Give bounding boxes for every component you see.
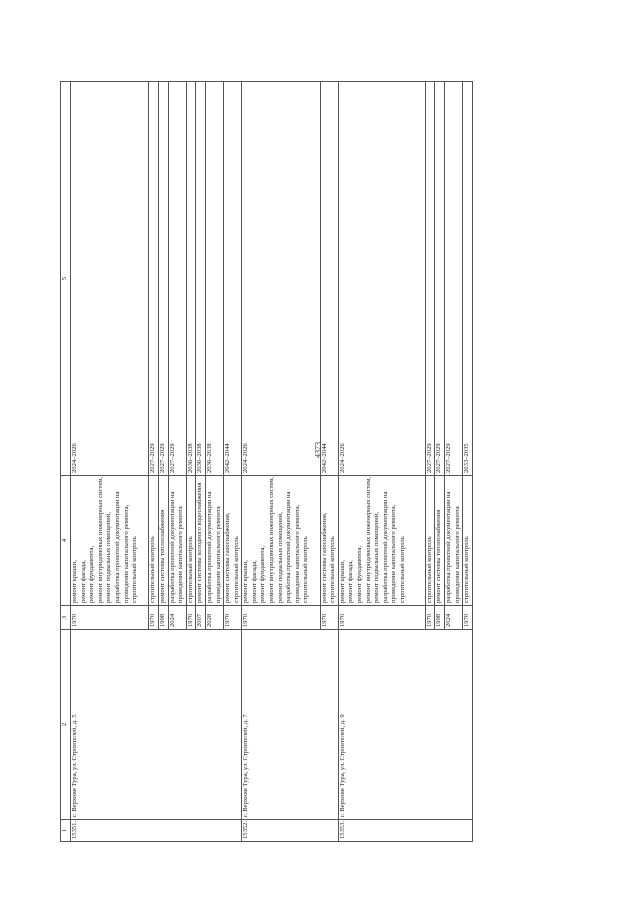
work-type-cell [425, 476, 435, 606]
work-line: проведение капитального ремонта, [293, 504, 301, 603]
work-line: ремонт внутридомовых инженерных систем, [268, 476, 276, 603]
building-address: г. Верхняя Тура, ул. Строителей, д. 9 [338, 630, 472, 820]
year-cell: 1970 [71, 606, 149, 630]
year-cell: 1970 [320, 606, 338, 630]
building-number: 15353. [338, 820, 472, 842]
work-line: строительный контроль [302, 536, 310, 603]
work-line: строительный контроль [186, 536, 194, 603]
period-cell: 2036–2038 [186, 82, 196, 476]
period-cell: 2036–2038 [205, 82, 223, 476]
building-number: 15351. [71, 820, 242, 842]
table-row [242, 82, 320, 842]
year-cell: 1970 [338, 606, 425, 630]
work-line: ремонт системы газоснабжения, [320, 512, 328, 603]
year-cell: 1970 [224, 606, 242, 630]
work-line: строительный контроль [329, 536, 337, 603]
work-line: ремонт фасада, [347, 560, 355, 603]
building-number: 15352. [242, 820, 339, 842]
work-type-cell [338, 476, 425, 606]
table-row [71, 82, 149, 842]
year-cell: 2007 [196, 606, 206, 630]
work-type-cell [242, 476, 320, 606]
work-line: ремонт внутридомовых инженерных систем, [96, 476, 104, 603]
period-cell: 2042–2044 [224, 82, 242, 476]
work-line: ремонт системы теплоснабжения [158, 509, 166, 603]
period-cell: 2024–2026 [242, 82, 320, 476]
work-line: ремонт крыши, [71, 560, 78, 603]
column-number-3: 3 [61, 606, 71, 630]
year-cell: 1970 [242, 606, 320, 630]
period-cell: 2027–2029 [444, 82, 462, 476]
work-line: разработка проектной документации на [205, 491, 213, 603]
capital-repair-table [60, 81, 473, 842]
period-cell: 2027–2029 [425, 82, 435, 476]
period-cell: 2027–2029 [149, 82, 159, 476]
work-line: разработка проектной документации на [168, 491, 176, 603]
work-line: ремонт системы газоснабжения, [224, 512, 232, 603]
work-type-cell [149, 476, 159, 606]
year-cell: 1970 [463, 606, 473, 630]
work-line: ремонт фундамента, [259, 545, 267, 603]
period-cell: 2024–2026 [71, 82, 149, 476]
work-type-cell [71, 476, 149, 606]
column-number-row [61, 82, 71, 842]
work-line: проведение капитального ремонта [214, 506, 222, 603]
column-number-1: 1 [61, 820, 71, 842]
work-type-cell [435, 476, 445, 606]
period-cell: 2027–2029 [435, 82, 445, 476]
work-line: разработка проектной документации на [381, 491, 389, 603]
work-line: проведение капитального ремонта [177, 506, 185, 603]
year-cell: 2024 [168, 606, 186, 630]
work-type-cell [168, 476, 186, 606]
work-type-cell [320, 476, 338, 606]
year-cell: 2028 [205, 606, 223, 630]
column-number-5: 5 [61, 82, 71, 476]
work-line: ремонт подвальных помещений, [276, 512, 284, 603]
work-type-cell [463, 476, 473, 606]
work-line: ремонт системы теплоснабжения [435, 509, 443, 603]
work-line: разработка проектной документации на [113, 491, 121, 603]
period-cell: 2033–2035 [463, 82, 473, 476]
work-line: ремонт подвальных помещений, [105, 512, 113, 603]
work-line: строительный контроль [149, 536, 157, 603]
work-line: проведение капитального ремонта [453, 506, 461, 603]
period-cell: 2027–2029 [168, 82, 186, 476]
work-line: строительный контроль [425, 536, 433, 603]
work-line: ремонт крыши, [338, 560, 346, 603]
work-type-cell [196, 476, 206, 606]
column-number-2: 2 [61, 630, 71, 820]
work-line: ремонт системы холодного водоснабжения [196, 482, 204, 603]
year-cell: 1970 [186, 606, 196, 630]
work-type-cell [158, 476, 168, 606]
year-cell: 1998 [158, 606, 168, 630]
building-address: г. Верхняя Тура, ул. Строителей, д. 5 [71, 630, 242, 820]
work-line: ремонт подвальных помещений, [373, 512, 381, 603]
year-cell: 1998 [435, 606, 445, 630]
period-cell: 2036–2038 [196, 82, 206, 476]
work-line: строительный контроль [398, 536, 406, 603]
period-cell: 2027–2029 [158, 82, 168, 476]
work-line: ремонт фасада, [79, 560, 87, 603]
column-number-4: 4 [61, 476, 71, 606]
work-line: проведение капитального ремонта, [390, 504, 398, 603]
work-line: строительный контроль [131, 536, 139, 603]
page-number: 4373 [313, 442, 323, 458]
work-line: ремонт фасада, [250, 560, 258, 603]
table-body [71, 82, 473, 842]
work-line: строительный контроль [232, 536, 240, 603]
work-line: ремонт фундамента, [88, 545, 96, 603]
work-type-cell [444, 476, 462, 606]
work-type-cell [224, 476, 242, 606]
year-cell: 1970 [425, 606, 435, 630]
period-cell: 2024–2026 [338, 82, 425, 476]
work-line: ремонт внутридомовых инженерных систем, [364, 476, 372, 603]
work-line: ремонт фундамента, [356, 545, 363, 603]
period-cell: 2042–2044 [320, 82, 338, 476]
work-line: проведение капитального ремонта, [122, 504, 130, 603]
work-line: строительный контроль [463, 536, 471, 603]
work-type-cell [205, 476, 223, 606]
work-type-cell [186, 476, 196, 606]
work-line: разработка проектной документации на [444, 491, 452, 603]
table-row [338, 82, 425, 842]
rotated-page [60, 82, 580, 842]
work-line: ремонт крыши, [242, 560, 250, 603]
year-cell: 1970 [149, 606, 159, 630]
building-address: г. Верхняя Тура, ул. Строителей, д. 7 [242, 630, 339, 820]
work-line: разработка проектной документации на [285, 491, 293, 603]
year-cell: 2024 [444, 606, 462, 630]
